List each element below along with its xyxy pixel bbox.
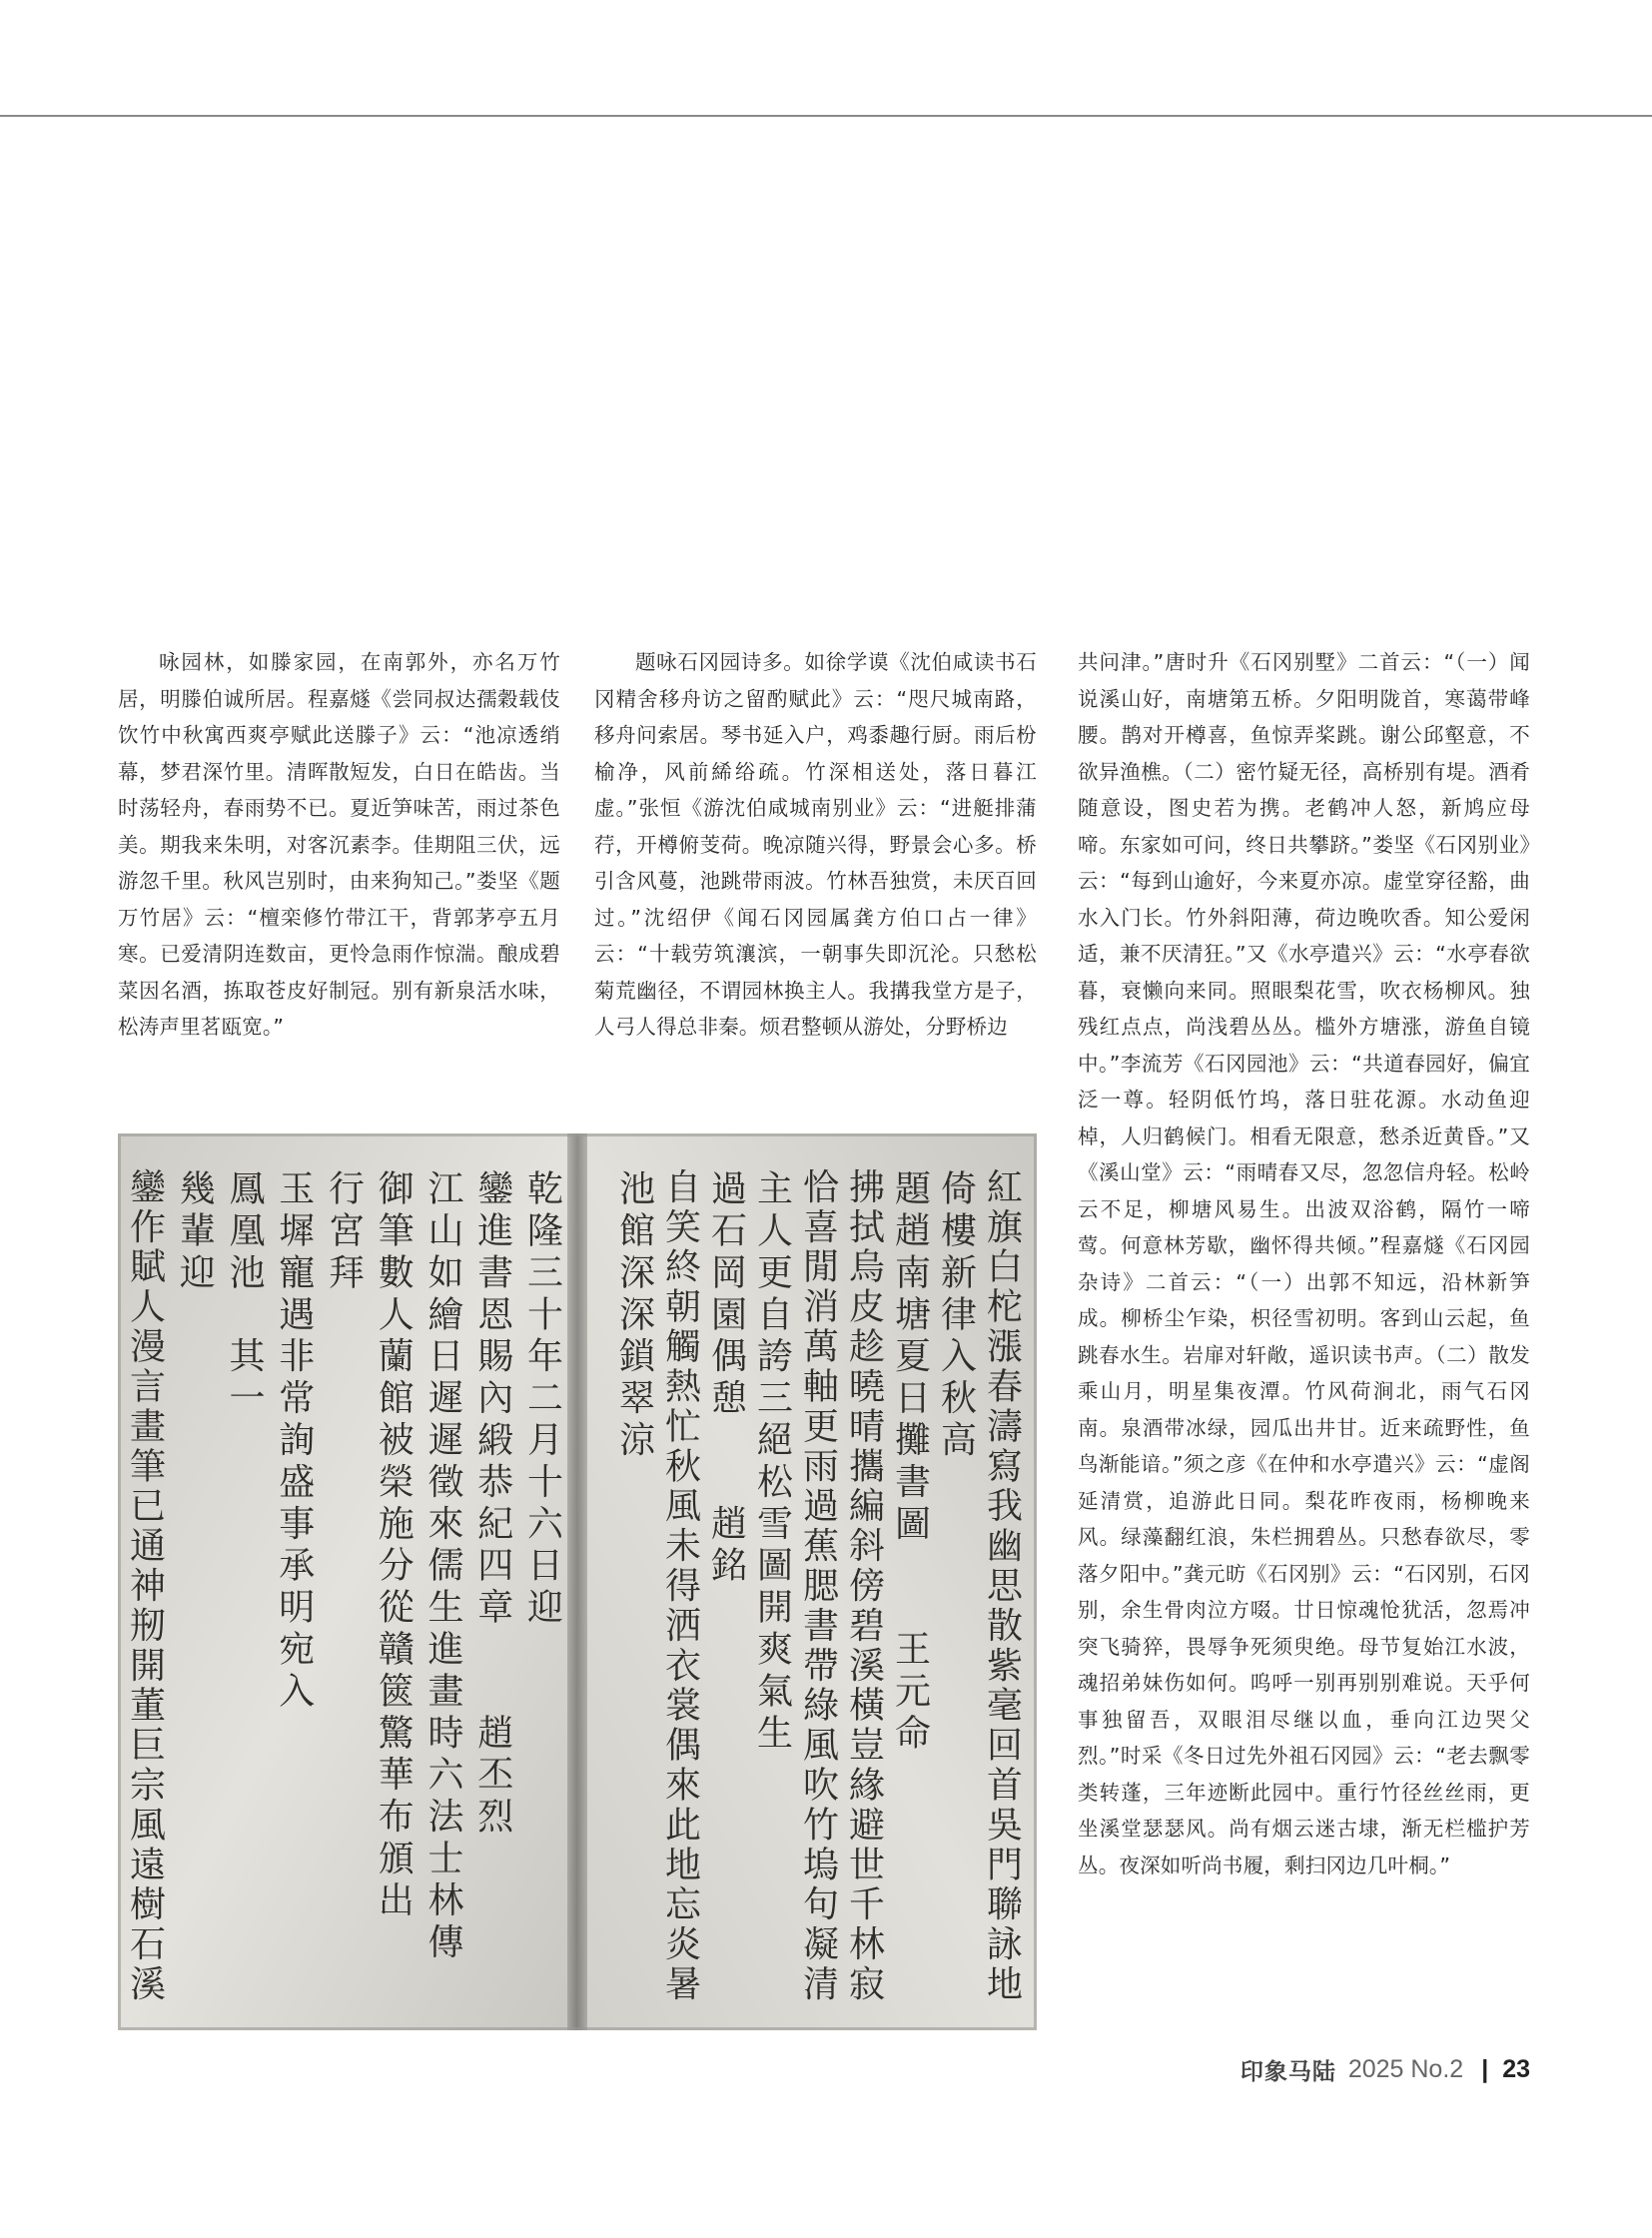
manuscript-photo [118, 1133, 1037, 2030]
header-rule [0, 115, 1652, 117]
page-number: 23 [1502, 2054, 1530, 2083]
text-column-3 [1078, 644, 1530, 1883]
manuscript-line: 自笑終朝觸熱忙秋風未得洒衣裳偶來此地忘炎暑 [664, 1166, 702, 2005]
footer-separator: | [1481, 2054, 1489, 2083]
manuscript-line: 鳳凰池 其一 [229, 1168, 266, 1420]
manuscript-line: 行宮拜 [328, 1168, 366, 1294]
manuscript-line: 幾輩迎 [179, 1168, 216, 1294]
manuscript-line: 江山如繪日遲遲徵來儒生進畫時六法士林傳 [427, 1168, 464, 1963]
manuscript-line: 鑾進書恩賜內緞恭紀四章 趙丕烈 [477, 1168, 514, 1839]
text-column-1 [118, 644, 560, 1046]
manuscript-line: 恰喜閒消萬軸更雨過蕉腮書帶綠風吹竹塢句凝清 [802, 1166, 840, 2005]
magazine-title: 印象马陆 [1239, 2058, 1336, 2085]
manuscript-line: 池館深深鎖翠涼 [618, 1168, 656, 1461]
manuscript-line: 玉墀寵遇非常詢盛事承明宛入 [279, 1168, 316, 1713]
manuscript-line: 乾隆三十年二月十六日迎 [526, 1168, 564, 1629]
manuscript-line: 題趙南塘夏日攤書圖 王元命 [894, 1168, 932, 1755]
paragraph: 咏园林，如滕家园，在南郭外，亦名万竹居，明滕伯诚所居。程嘉燧《尝同叔达孺穀载伎饮竹中秋寓西爽亭赋此送滕子》云：“池凉透绡幕，梦君深竹里。清晖散短发，白日在皓齿。当时荡轻舟，春雨势不已。夏近笋味苦，雨过茶色美。期我来朱明，对客沉素李。佳期阻三伏，远游忽千里。秋风岂别时，由来狗知己。”娄坚《题万竹居》云：“檀栾修竹带江干，背郭茅亭五月寒。已爱清阴连数亩，更怜急雨作惊湍。酿成碧菜因名酒，拣取苍皮好制冠。别有新泉活水味，松涛声里茗瓯宽。” [118, 650, 560, 1039]
manuscript-line: 過石岡園偶憩 趙銘 [710, 1168, 748, 1587]
issue-label: 2025 No.2 [1347, 2054, 1464, 2083]
paragraph: 题咏石冈园诗多。如徐学谟《沈伯咸读书石冈精舍移舟访之留酌赋此》云：“咫尺城南路，移舟问索居。琴书延入户，鸡黍趣行厨。雨后枌榆净，风前絺绤疏。竹深相送处，落日暮江虚。”张恒《游沈伯咸城南别业》云：“进艇排蒲荇，开樽俯芰荷。晚凉随兴得，野景会心多。桥引含风蔓，池跳带雨波。竹林吾独赏，未厌百回过。”沈绍伊《闻石冈园属龚方伯口占一律》云：“十载劳筑瀼滨，一朝事失即沉沦。只愁松菊荒幽径，不谓园林换主人。我搆我堂方是子，人弓人得总非秦。烦君整顿从游处，分野桥边 [594, 650, 1037, 1039]
paragraph: 共问津。”唐时升《石冈别墅》二首云：“（一）闻说溪山好，南塘第五桥。夕阳明陇首，寒蔼带峰腰。鹊对开樽喜，鱼惊弄桨跳。谢公邱壑意，不欲异渔樵。（二）密竹疑无径，高桥别有堤。酒肴随意设，图史若为携。老鹤冲人怒，新鸠应母啼。东家如可问，终日共攀跻。”娄坚《石冈别业》云：“每到山逾好，今来夏亦凉。虚堂穿径豁，曲水入门长。竹外斜阳薄，荷边晚吹香。知公爱闲适，兼不厌清狂。”又《水亭遣兴》云：“水亭春欲暮，衰懒向来同。照眼梨花雪，吹衣杨柳风。独残红点点，尚浅碧丛丛。槛外方塘涨，游鱼自镜中。”李流芳《石冈园池》云：“共道春园好，偏宜泛一尊。轻阴低竹坞，落日驻花源。水动鱼迎棹，人归鹤候门。相看无限意，愁杀近黄昏。”又《溪山堂》云：“雨晴春又尽，忽忽信舟轻。松岭云不足，柳塘风易生。出波双浴鹤，隔竹一啼莺。何意林芳歇，幽怀得共倾。”程嘉燧《石冈园杂诗》二首云：“（一）出郭不知远，沿林新笋成。柳桥尘乍染，枳径雪初明。客到山云起，鱼跳春水生。岩扉对轩敞，遥识读书声。（二）散发乘山月，明星集夜潭。竹风荷涧北，雨气石冈南。泉酒带冰绿，园瓜出井甘。近来疏野性，鱼鸟渐能谙。”须之彦《在仲和水亭遣兴》云：“虚阁延清赏，追游此日同。梨花昨夜雨，杨柳晚来风。绿藻翻红浪，朱栏拥碧丛。只愁春欲尽，零落夕阳中。”龚元昉《石冈别》云：“石冈别，石冈别，余生骨肉泣方啜。廿日惊魂怆犹活，忽焉冲突飞骑猝，畏辱争死须臾绝。母节复始江水波，魂招弟妹伤如何。呜呼一别再别别难说。天乎何事独留吾，双眼泪尽继以血，垂向江边哭父烈。”时采《冬日过先外祖石冈园》云：“老去飘零类转蓬，三年迹断此园中。重行竹径丝丝雨，更坐溪堂瑟瑟风。尚有烟云迷古埭，渐无栏槛护芳丛。夜深如听尚书履，剩扫冈边几叶桐。” [1078, 650, 1530, 1877]
book-gutter [567, 1133, 587, 2030]
page-footer [1240, 2049, 1530, 2089]
manuscript-line: 倚樓新律入秋高 [940, 1168, 978, 1461]
manuscript-line: 紅旗白柁漲春濤寫我幽思散紫毫回首吳門聯詠地 [986, 1166, 1024, 2005]
manuscript-line: 鑾作賦人漫言畫筆已通神剏開董巨宗風遠樹石溪 [129, 1166, 167, 2005]
manuscript-image [118, 1133, 1037, 2030]
manuscript-line: 拂拭烏皮趁曉晴攜編斜傍碧溪橫豈緣避世千林寂 [848, 1166, 886, 2005]
manuscript-line: 御筆數人蘭館被榮施分從贛篋驚華布頒出 [378, 1168, 414, 1921]
text-column-2 [594, 644, 1037, 1046]
manuscript-line: 主人更自誇三絕松雪圖開爽氣生 [756, 1168, 794, 1755]
